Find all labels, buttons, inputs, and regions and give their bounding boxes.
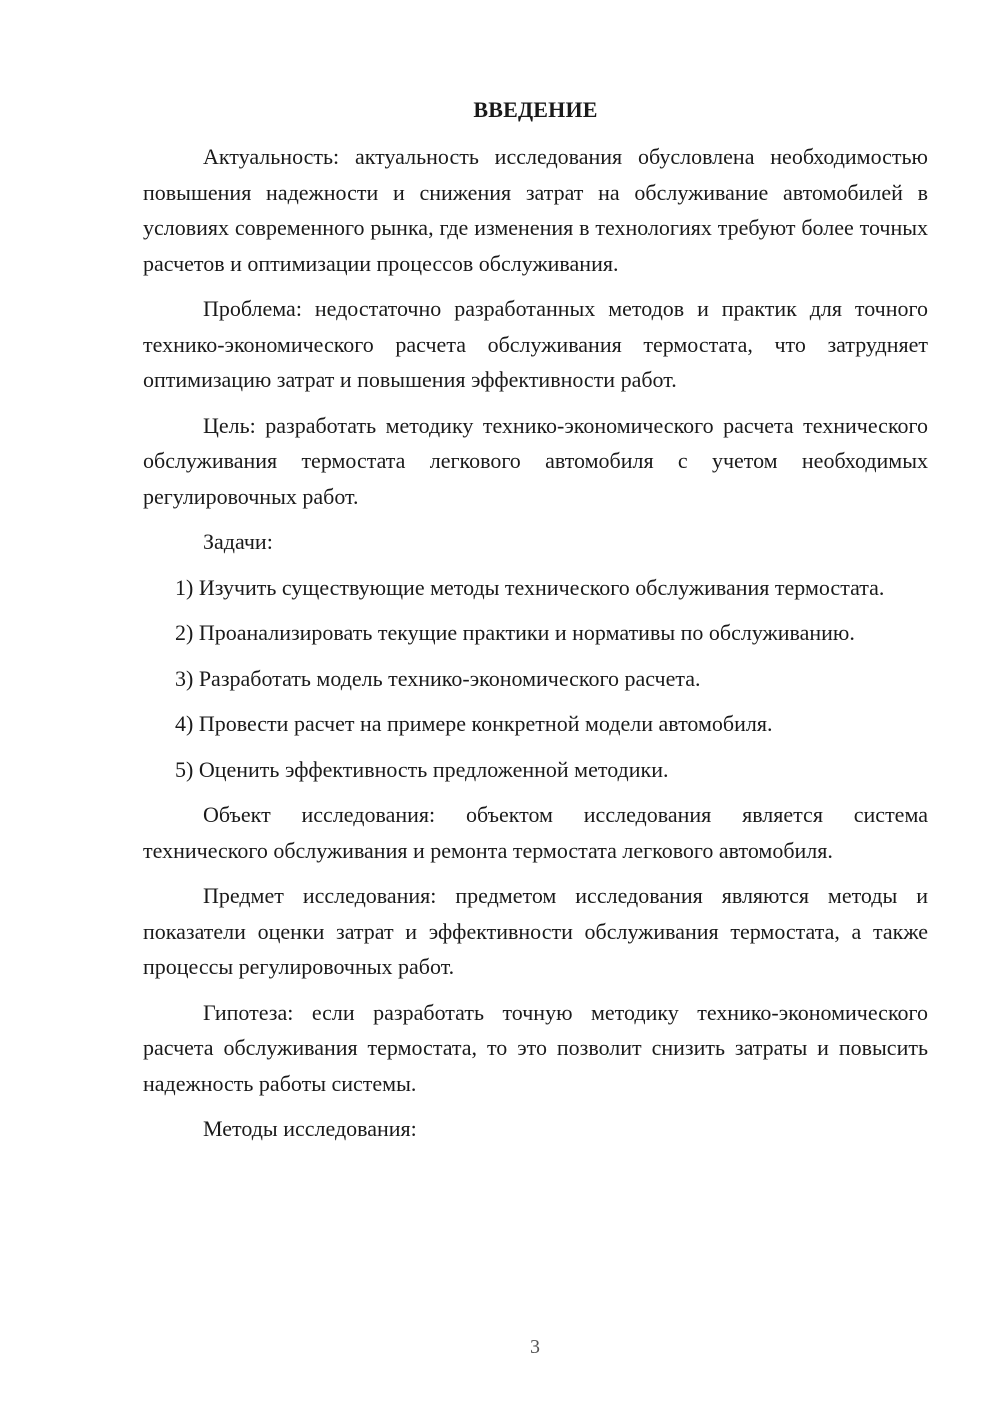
- paragraph-hypothesis: Гипотеза: если разработать точную методику технико-экономического расчета обслуживания термостата, то это позволит снизить затраты и повысить надежность работы системы.: [143, 999, 928, 1096]
- paragraph-relevance: Актуальность: актуальность исследования обусловлена необходимостью повышения надежности и снижения затрат на обслуживание автомобилей в условиях современного рынка, где изменения в технологиях требуют более точных расчетов и оптимизации процессов обслуживания.: [143, 144, 928, 276]
- paragraph-methods: Методы исследования:: [203, 1116, 417, 1141]
- section-title: ВВЕДЕНИЕ: [473, 97, 598, 122]
- task-item-2: 2) Проанализировать текущие практики и нормативы по обслуживанию.: [175, 620, 855, 645]
- task-item-4: 4) Провести расчет на примере конкретной модели автомобиля.: [175, 711, 773, 736]
- paragraph-subject: Предмет исследования: предметом исследования являются методы и показатели оценки затрат и эффективности обслуживания термостата, а также процессы регулировочных работ.: [143, 883, 928, 979]
- paragraph-object: Объект исследования: объектом исследования является система технического обслуживания и ремонта термостата легкового автомобиля.: [143, 802, 928, 863]
- task-item-5: 5) Оценить эффективность предложенной методики.: [175, 756, 669, 782]
- paragraph-problem: Проблема: недостаточно разработанных методов и практик для точного технико-экономического расчета обслуживания термостата, что затрудняет оптимизацию затрат и повышения эффективности работ.: [143, 296, 928, 392]
- page-number: 3: [530, 1336, 540, 1358]
- page-body: [143, 92, 928, 1157]
- task-item-1: 1) Изучить существующие методы технического обслуживания термостата.: [175, 574, 885, 600]
- paragraph-goal: Цель: разработать методику технико-экономического расчета технического обслуживания термостата легкового автомобиля с учетом необходимых регулировочных работ.: [143, 412, 928, 509]
- task-item-3: 3) Разработать модель технико-экономического расчета.: [175, 665, 701, 691]
- tasks-heading: Задачи:: [203, 529, 273, 554]
